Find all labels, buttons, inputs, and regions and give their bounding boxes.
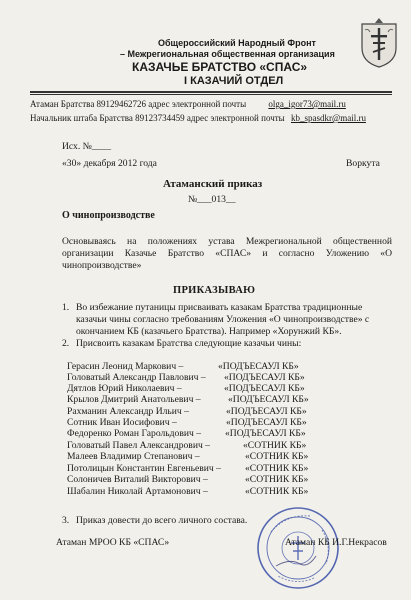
member-rank: «СОТНИК КБ» — [243, 440, 307, 451]
member-name: Малеев Владимир Степанович – — [67, 451, 200, 462]
document-title: Атаманский приказ — [163, 178, 263, 190]
outgoing-number: Исх. №____ — [62, 141, 111, 152]
header-rule — [30, 91, 392, 93]
order-heading: ПРИКАЗЫВАЮ — [173, 285, 256, 296]
ataman-email-link[interactable]: olga_igor73@mail.ru — [268, 99, 346, 109]
coat-of-arms-icon — [356, 18, 402, 68]
member-name: Сотник Иван Иосифович – — [67, 417, 177, 428]
member-rank: «СОТНИК КБ» — [245, 451, 309, 462]
item-3-text: Приказ довести до всего личного состава. — [76, 515, 248, 526]
member-name: Солоничев Виталий Викторович – — [67, 474, 208, 485]
item-2-number: 2. — [62, 338, 70, 349]
member-rank: «ПОДЪЕСАУЛ КБ» — [225, 428, 306, 439]
item-1-number: 1. — [62, 302, 70, 313]
member-rank: «ПОДЪЕСАУЛ КБ» — [226, 417, 307, 428]
header-line-4: I КАЗАЧИЙ ОТДЕЛ — [184, 75, 284, 87]
document-city: Воркута — [346, 158, 380, 169]
signature-right: Атаман КБ И.Г.Некрасов — [285, 537, 387, 548]
chief-email-link[interactable]: kb_spasdkr@mail.ru — [290, 113, 366, 123]
document-date: «30» декабря 2012 года — [62, 158, 157, 169]
member-rank: «ПОДЪЕСАУЛ КБ» — [228, 394, 309, 405]
member-rank: «ПОДЪЕСАУЛ КБ» — [224, 372, 305, 383]
member-rank: «ПОДЪЕСАУЛ КБ» — [224, 383, 305, 394]
header-rule-thin — [30, 94, 392, 95]
member-rank: «СОТНИК КБ» — [245, 474, 309, 485]
order-item-2 — [62, 338, 387, 350]
item-1-text: Во избежание путаницы присваивать казакам Братства традиционные казачьи чины согласно требованиям Уложения «О чинопроизводстве» с окончанием КБ (казачьего Братства). Например «Хорунжий КБ». — [76, 302, 370, 337]
member-name: Крылов Дмитрий Анатольевич – — [67, 394, 201, 405]
member-name: Головатый Александр Павлович – — [67, 372, 206, 383]
member-rank: «СОТНИК КБ» — [245, 463, 309, 474]
seal-stamp-icon — [256, 506, 340, 590]
order-item-1 — [62, 302, 387, 337]
order-number: №___013__ — [188, 194, 236, 205]
intro-paragraph: Основываясь на положениях устава Межрегиональной общественной организации Казачье Братство «СПАС» и согласно Уложению «О чинопроизводстве» — [62, 236, 392, 272]
signature-left: Атаман МРОО КБ «СПАС» — [56, 537, 170, 548]
member-name: Дятлов Юрий Николаевич – — [67, 383, 182, 394]
member-name: Шабалин Николай Артамонович – — [67, 486, 208, 497]
member-rank: «ПОДЪЕСАУЛ КБ» — [218, 361, 299, 372]
member-name: Рахманин Александр Ильич – — [67, 406, 189, 417]
chief-contacts — [30, 113, 366, 123]
ataman-contact-text: Атаман Братства 89129462726 адрес электронной почты — [30, 99, 247, 109]
document-subject: О чинопроизводстве — [62, 210, 155, 221]
item-3-number: 3. — [62, 515, 70, 526]
member-name: Головатый Павел Александрович – — [67, 440, 210, 451]
member-name: Герасин Леонид Маркович – — [67, 361, 184, 372]
header-line-1: Общероссийский Народный Фронт — [158, 38, 316, 48]
header-line-2: – Межрегиональная общественная организация — [120, 49, 335, 59]
member-name: Федоренко Роман Гарольдович – — [67, 428, 202, 439]
item-2-text: Присвоить казакам Братства следующие казачьи чины: — [76, 338, 302, 349]
ataman-contacts — [30, 99, 346, 109]
header-line-3: КАЗАЧЬЕ БРАТСТВО «СПАС» — [132, 60, 308, 74]
chief-contact-text: Начальник штаба Братства 89123734459 адрес электронной почты — [30, 113, 285, 123]
member-name: Потолицын Константин Евгеньевич – — [67, 463, 221, 474]
member-rank: «СОТНИК КБ» — [245, 486, 309, 497]
member-rank: «ПОДЪЕСАУЛ КБ» — [226, 406, 307, 417]
